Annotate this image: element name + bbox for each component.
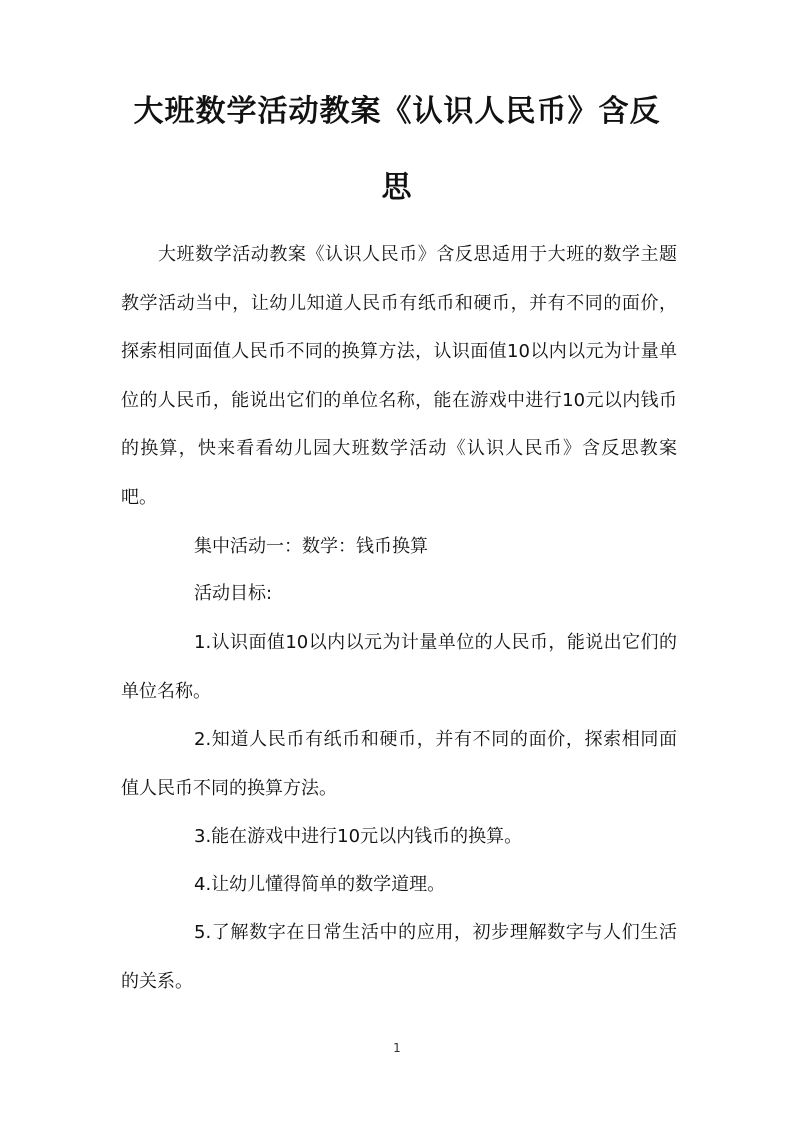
goal-item-4: 4.让幼儿懂得简单的数学道理。 xyxy=(194,874,446,895)
goal-item-3: 3.能在游戏中进行10元以内钱币的换算。 xyxy=(194,826,523,847)
activity-heading: 集中活动一：数学：钱币换算 xyxy=(194,536,428,557)
goals-heading: 活动目标: xyxy=(194,583,273,604)
page-number: 1 xyxy=(393,1041,401,1055)
document-title-line-1: 大班数学活动教案《认识人民币》含反 xyxy=(133,94,661,129)
document-title-line-2: 思 xyxy=(381,170,413,205)
intro-paragraph: 大班数学活动教案《认识人民币》含反思适用于大班的数学主题教学活动当中，让幼儿知道人民币有纸币和硬币，并有不同的面价，探索相同面值人民币不同的换算方法，认识面值10以内以元为计量单位的人民币，能说出它们的单位名称，能在游戏中进行10元以内钱币的换算，快来看看幼儿园大班数学活动《认识人民币》含反思教案吧。 xyxy=(121,244,677,508)
goal-item-2: 2.知道人民币有纸币和硬币，并有不同的面价，探索相同面值人民币不同的换算方法。 xyxy=(121,729,677,799)
goal-item-1: 1.认识面值10以内以元为计量单位的人民币，能说出它们的单位名称。 xyxy=(121,632,677,702)
goal-item-5: 5.了解数字在日常生活中的应用，初步理解数字与人们生活的关系。 xyxy=(121,922,677,992)
